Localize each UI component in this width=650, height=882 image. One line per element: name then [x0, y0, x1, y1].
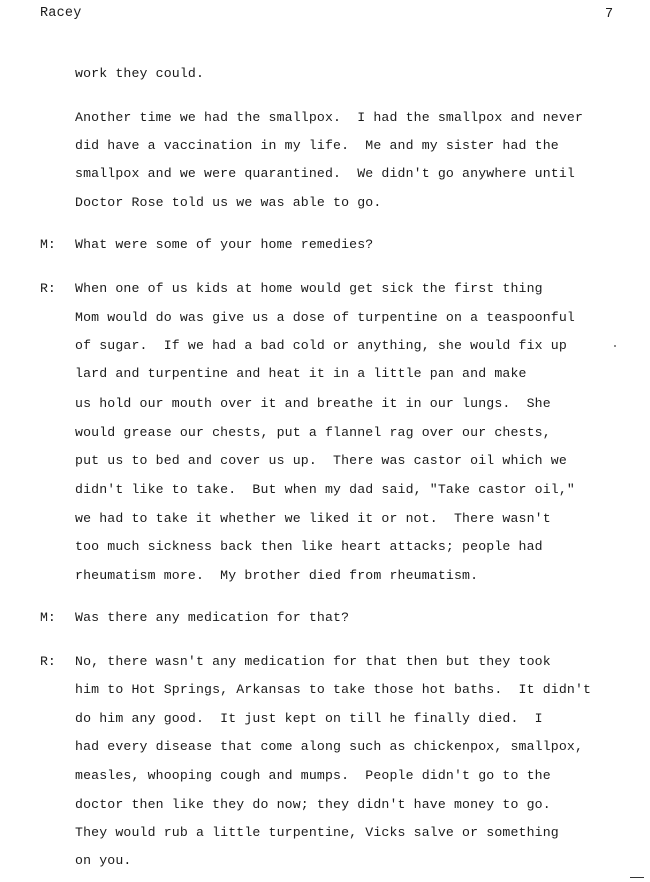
- header-interviewee-name: Racey: [40, 6, 82, 21]
- paragraph-line: him to Hot Springs, Arkansas to take those hot baths. It didn't: [75, 682, 592, 697]
- paragraph-line: work they could.: [75, 66, 205, 81]
- paragraph-line: What were some of your home remedies?: [75, 237, 374, 252]
- paragraph-line: did have a vaccination in my life. Me and my sister had the: [75, 138, 559, 153]
- paragraph-line: do him any good. It just kept on till he finally died. I: [75, 711, 543, 726]
- paragraph-line: Another time we had the smallpox. I had the smallpox and never: [75, 110, 584, 125]
- paragraph-line: They would rub a little turpentine, Vicks salve or something: [75, 825, 559, 840]
- page-number: 7: [605, 7, 614, 22]
- paragraph-line: of sugar. If we had a bad cold or anything, she would fix up: [75, 338, 567, 353]
- paragraph-line: Doctor Rose told us we was able to go.: [75, 195, 382, 210]
- paragraph-line: put us to bed and cover us up. There was castor oil which we: [75, 453, 567, 468]
- speaker-label: R:: [40, 654, 56, 669]
- paragraph-line: would grease our chests, put a flannel rag over our chests,: [75, 425, 551, 440]
- scan-speck: [614, 345, 616, 347]
- paragraph-line: on you.: [75, 853, 132, 868]
- paragraph-line: When one of us kids at home would get sick the first thing: [75, 281, 543, 296]
- scan-edge-mark: [630, 877, 644, 878]
- speaker-label: M:: [40, 610, 56, 625]
- speaker-label: M:: [40, 237, 56, 252]
- paragraph-line: Mom would do was give us a dose of turpentine on a teaspoonful: [75, 310, 575, 325]
- paragraph-line: doctor then like they do now; they didn't have money to go.: [75, 797, 551, 812]
- speaker-label: R:: [40, 281, 56, 296]
- paragraph-line: didn't like to take. But when my dad said, "Take castor oil,": [75, 482, 575, 497]
- paragraph-line: smallpox and we were quarantined. We didn't go anywhere until: [75, 166, 575, 181]
- paragraph-line: had every disease that come along such as chickenpox, smallpox,: [75, 739, 584, 754]
- paragraph-line: we had to take it whether we liked it or not. There wasn't: [75, 511, 551, 526]
- paragraph-line: too much sickness back then like heart attacks; people had: [75, 539, 543, 554]
- paragraph-line: lard and turpentine and heat it in a little pan and make: [75, 366, 527, 381]
- paragraph-line: Was there any medication for that?: [75, 610, 350, 625]
- paragraph-line: rheumatism more. My brother died from rheumatism.: [75, 568, 479, 583]
- paragraph-line: us hold our mouth over it and breathe it in our lungs. She: [75, 396, 551, 411]
- paragraph-line: No, there wasn't any medication for that then but they took: [75, 654, 551, 669]
- paragraph-line: measles, whooping cough and mumps. People didn't go to the: [75, 768, 551, 783]
